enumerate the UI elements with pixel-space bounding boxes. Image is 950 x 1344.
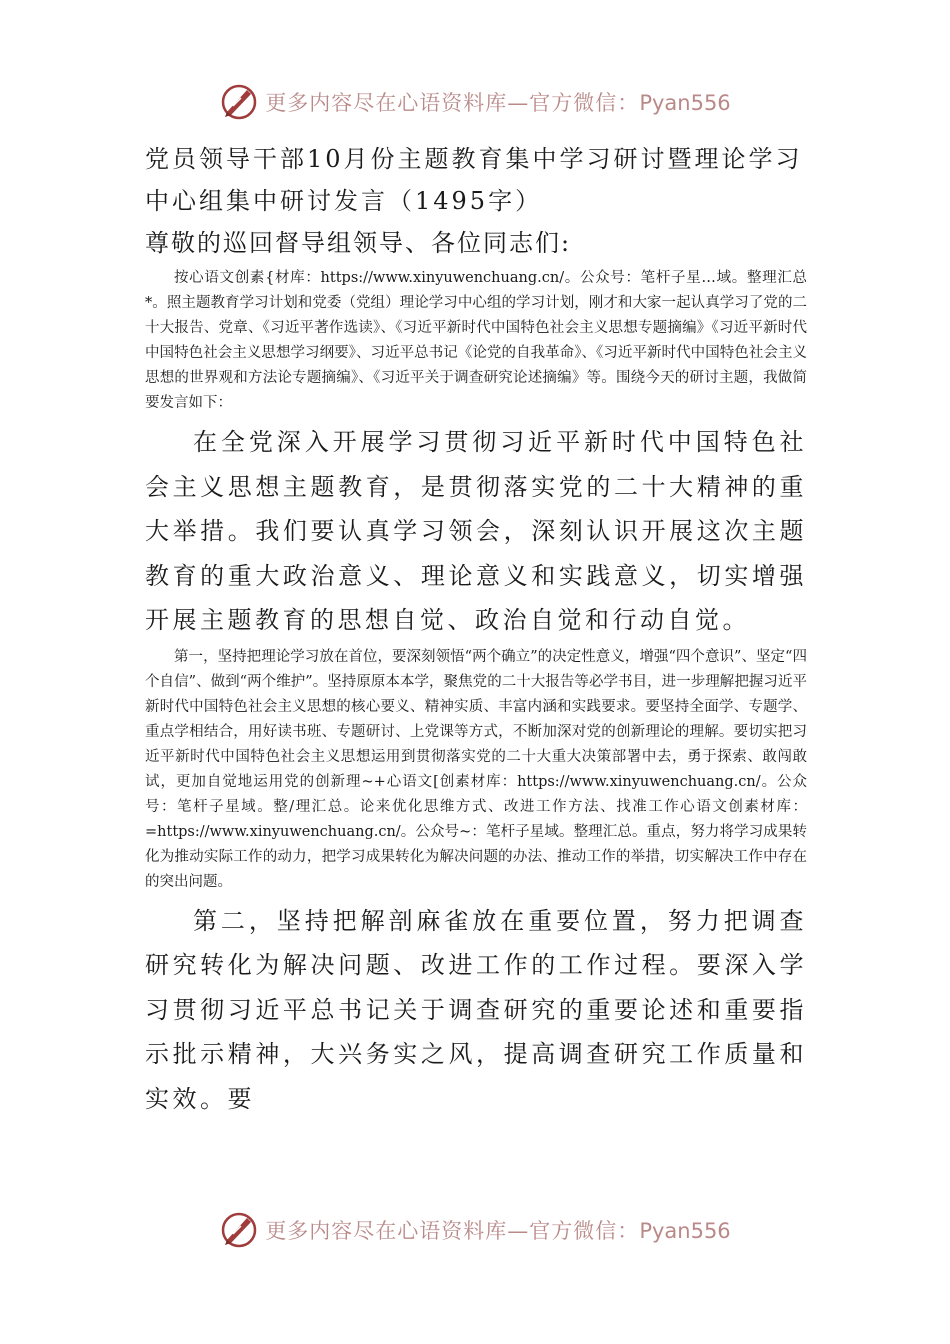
footer-banner	[0, 1208, 950, 1252]
pen-logo-icon	[219, 82, 259, 122]
wechat-handle: Pyan556	[639, 1219, 731, 1243]
pen-logo-icon	[219, 1210, 259, 1250]
wechat-handle: Pyan556	[639, 91, 731, 115]
document-title: 党员领导干部10月份主题教育集中学习研讨暨理论学习中心组集中研讨发言（1495字）	[145, 145, 803, 215]
banner-text: 更多内容尽在心语资料库—官方微信：Pyan556	[265, 91, 731, 115]
paragraph-overview: 在全党深入开展学习贯彻习近平新时代中国特色社会主义思想主题教育，是贯彻落实党的二十大精神的重大举措。我们要认真学习领会，深刻认识开展这次主题教育的重大政治意义、理论意义和实践意义，切实增强开展主题教育的思想自觉、政治自觉和行动自觉。	[145, 428, 807, 634]
paragraph-point-one: 第一，坚持把理论学习放在首位，要深刻领悟“两个确立”的决定性意义，增强“四个意识”、坚定“四个自信”、做到“两个维护”。坚持原原本本学，聚焦党的二十大报告等必学书目，进一步理解把握习近平新时代中国特色社会主义思想的核心要义、精神实质、丰富内涵和实践要求。要坚持全面学、专题学、重点学相结合，用好读书班、专题研讨、上党课等方式，不断加深对党的创新理论的理解。要切实把习近平新时代中国特色社会主义思想运用到贯彻落实党的二十大重大决策部署中去，勇于探索、敢闯敢试，更加自觉地运用党的创新理~+心语文[创素材库：https://www.xinyuwenchuang.cn/。公众号：笔杆子星域。整/理汇总。论来优化思维方式、改进工作方法、找准工作心语文创素材库：=https://www.xinyuwenchuang.cn/。公众号~：笔杆子星域。整理汇总。重点，努力将学习成果转化为推动实际工作的动力，把学习成果转化为解决问题的办法、推动工作的举措，切实解决工作中存在的突出问题。	[145, 648, 807, 890]
paragraph-intro: 按心语文创素{材库：https://www.xinyuwenchuang.cn/。公众号：笔杆子星…域。整理汇总*。照主题教育学习计划和党委（党组）理论学习中心组的学习计划，刚才和大家一起认真学习了党的二十大报告、党章、《习近平著作选读》、《习近平新时代中国特色社会主义思想专题摘编》《习近平新时代中国特色社会主义思想学习纲要》、习近平总书记《论党的自我革命》、《习近平新时代中国特色社会主义思想的世界观和方法论专题摘编》、《习近平关于调查研究论述摘编》等。围绕今天的研讨主题，我做简要发言如下：	[145, 270, 807, 411]
banner-text: 更多内容尽在心语资料库—官方微信：Pyan556	[265, 1219, 731, 1243]
document-body	[145, 138, 807, 1123]
paragraph-point-two: 第二，坚持把解剖麻雀放在重要位置，努力把调查研究转化为解决问题、改进工作的工作过程。要深入学习贯彻习近平总书记关于调查研究的重要论述和重要指示批示精神，大兴务实之风，提高调查研究工作质量和实效。要	[145, 906, 807, 1113]
greeting: 尊敬的巡回督导组领导、各位同志们:	[145, 229, 572, 257]
header-banner	[0, 80, 950, 124]
